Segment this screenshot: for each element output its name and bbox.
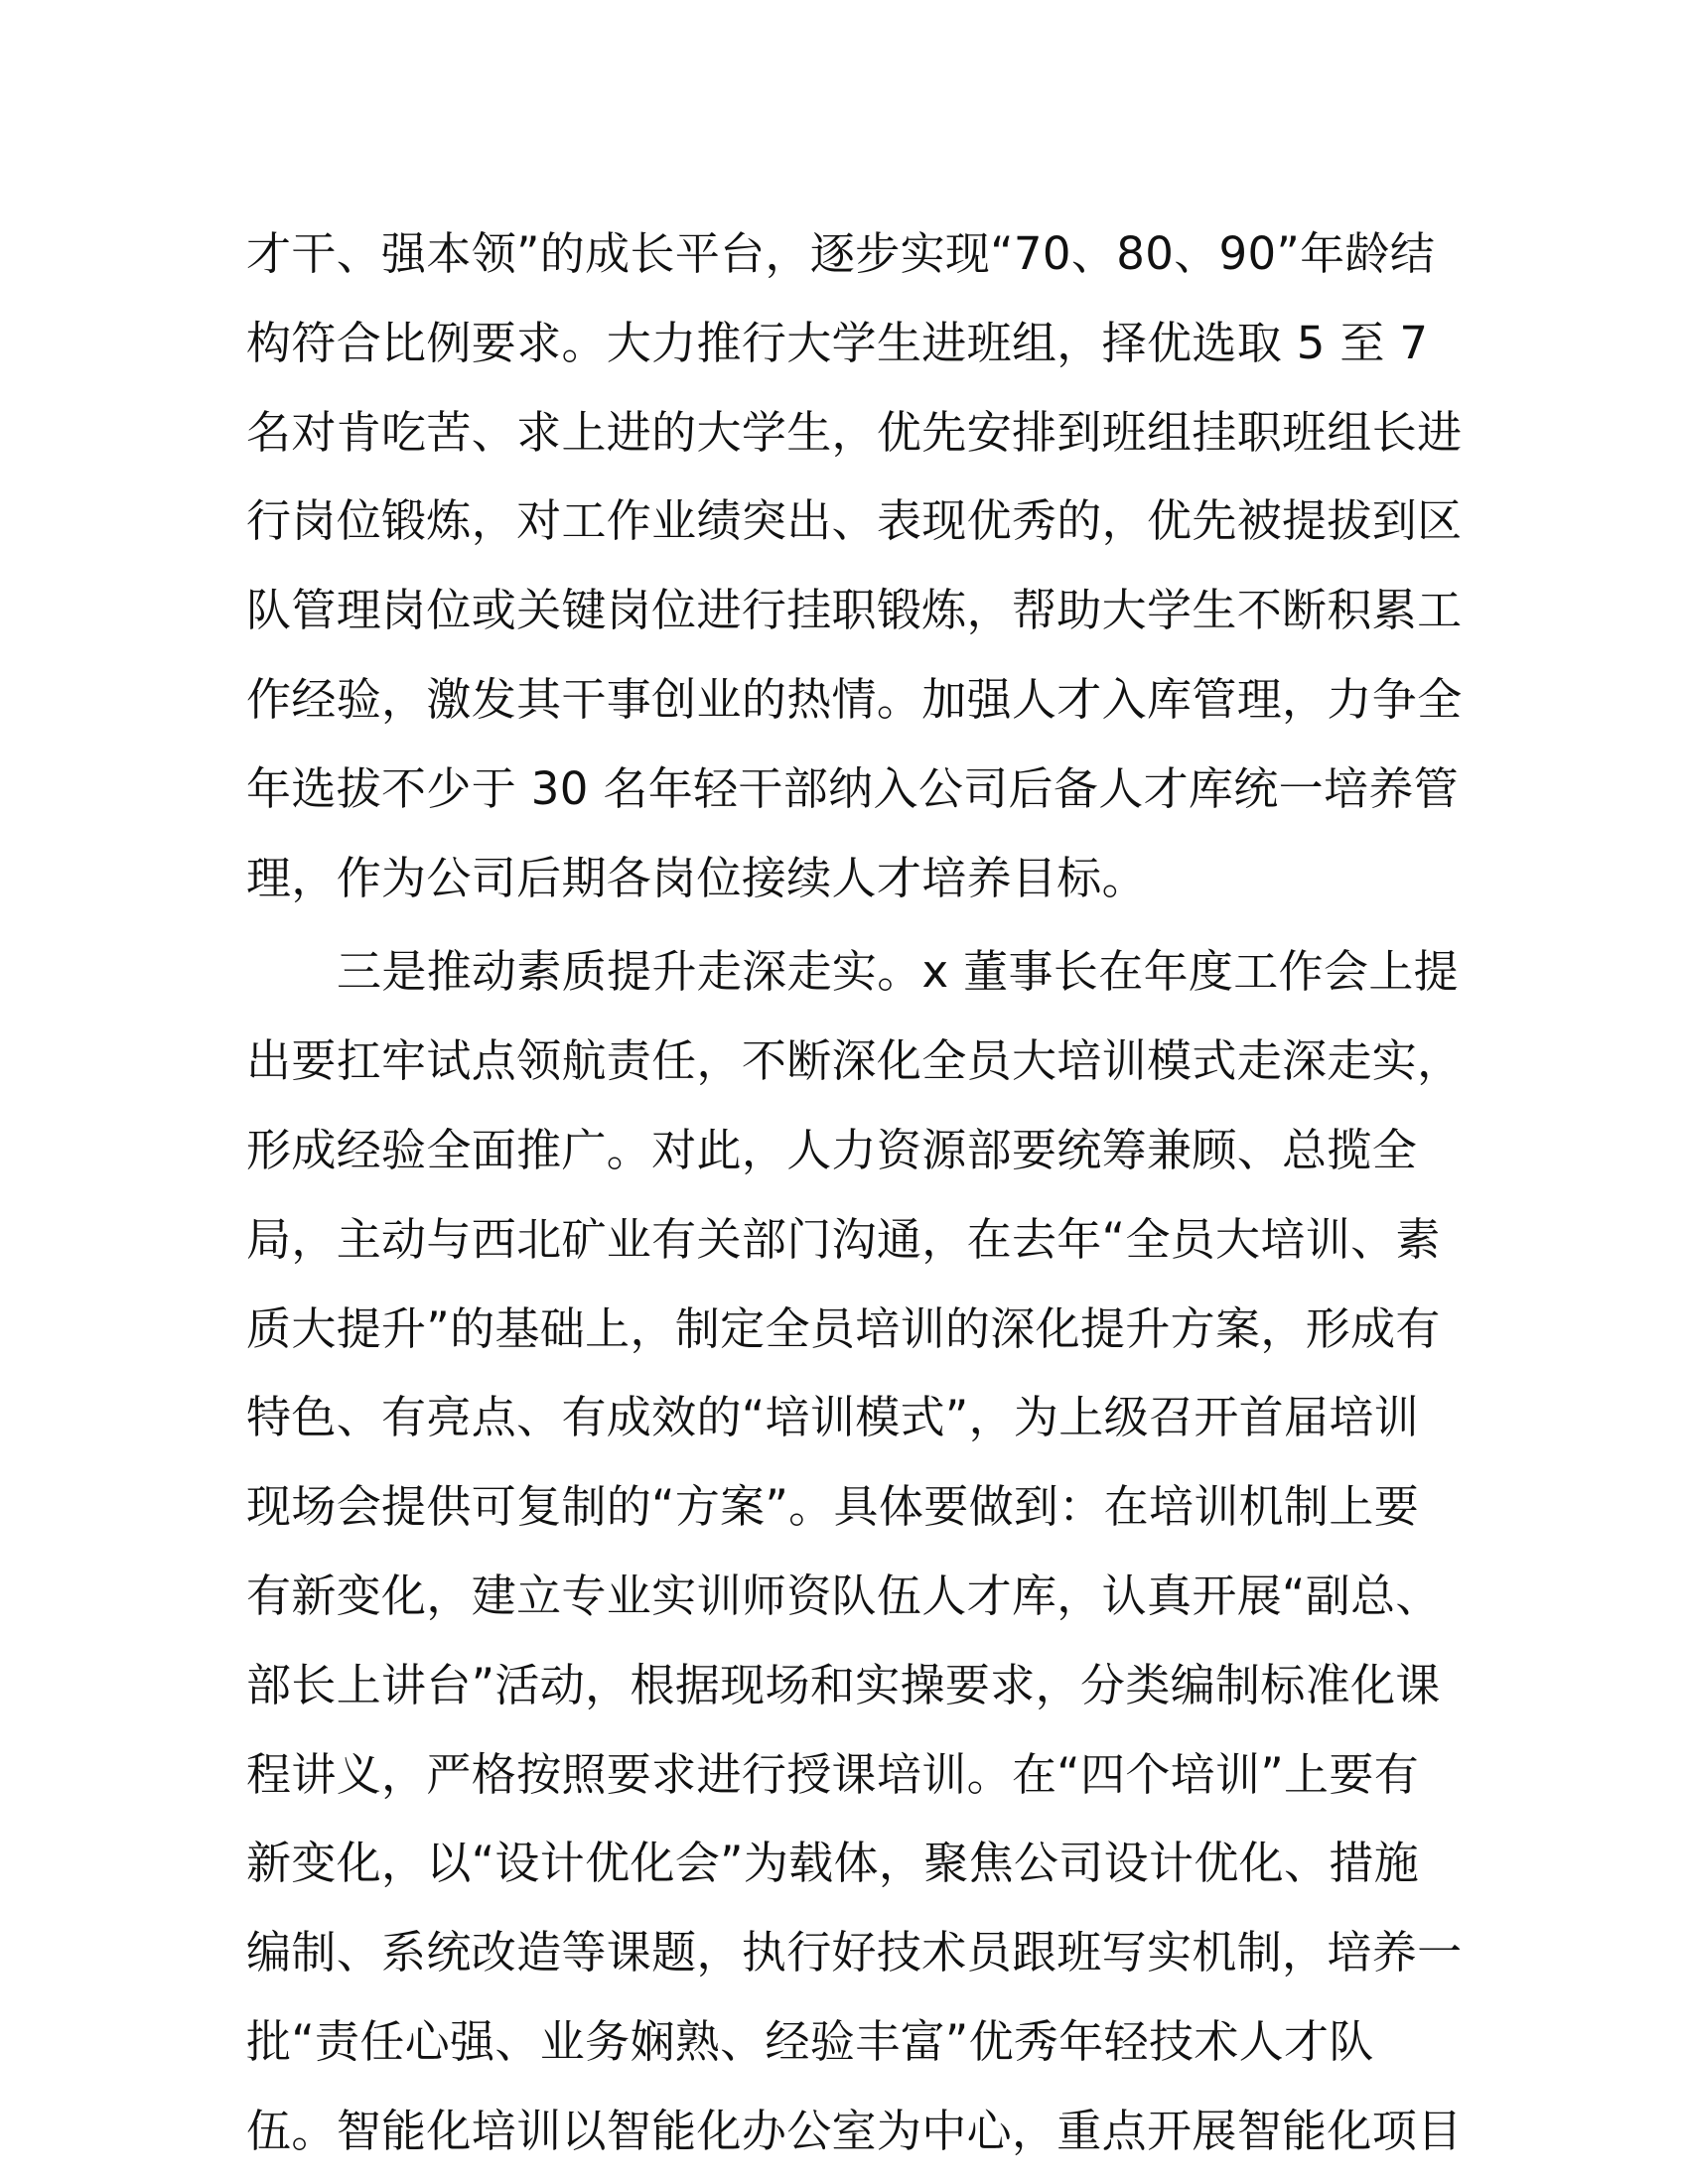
paragraph-1 — [246, 209, 1463, 922]
paragraph-line: 现场会提供可复制的“方案”。具体要做到：在培训机制上要 — [246, 1480, 1420, 1534]
paragraph-line: 理，作为公司后期各岗位接续人才培养目标。 — [246, 851, 1148, 904]
paragraph-line: 编制、系统改造等课题，执行好技术员跟班写实机制，培养一 — [246, 1926, 1463, 1979]
paragraph-line: 特色、有亮点、有成效的“培训模式”，为上级召开首届培训 — [246, 1391, 1420, 1444]
paragraph-line: 批“责任心强、业务娴熟、经验丰富”优秀年轻技术人才队 — [246, 2014, 1374, 2068]
paragraph-line: 局，主动与西北矿业有关部门沟通，在去年“全员大培训、素 — [246, 1212, 1441, 1266]
paragraph-line: 作经验，激发其干事创业的热情。加强人才入库管理，力争全 — [246, 672, 1463, 726]
paragraph-line: 队管理岗位或关键岗位进行挂职锻炼，帮助大学生不断积累工 — [246, 584, 1463, 637]
paragraph-line: 出要扛牢试点领航责任，不断深化全员大培训模式走深走实， — [246, 1034, 1463, 1088]
paragraph-line: 新变化，以“设计优化会”为载体，聚焦公司设计优化、措施 — [246, 1837, 1420, 1890]
paragraph-2 — [246, 927, 1463, 2175]
paragraph-line: 有新变化，建立专业实训师资队伍人才库，认真开展“副总、 — [246, 1569, 1441, 1622]
paragraph-line: 才干、强本领”的成长平台，逐步实现“70、80、90”年龄结 — [246, 227, 1436, 280]
paragraph-line: 构符合比例要求。大力推行大学生进班组，择优选取 5 至 7 — [246, 316, 1429, 369]
paragraph-line: 质大提升”的基础上，制定全员培训的深化提升方案，形成有 — [246, 1301, 1441, 1355]
paragraph-line: 名对肯吃苦、求上进的大学生，优先安排到班组挂职班组长进 — [246, 405, 1463, 459]
paragraph-line: 程讲义，严格按照要求进行授课培训。在“四个培训”上要有 — [246, 1747, 1420, 1801]
paragraph-line: 形成经验全面推广。对此，人力资源部要统筹兼顾、总揽全 — [246, 1123, 1418, 1176]
paragraph-line: 伍。智能化培训以智能化办公室为中心，重点开展智能化项目 — [246, 2104, 1463, 2157]
paragraph-line: 部长上讲台”活动，根据现场和实操要求，分类编制标准化课 — [246, 1658, 1441, 1711]
paragraph-line: 年选拔不少于 30 名年轻干部纳入公司后备人才库统一培养管 — [246, 761, 1460, 815]
paragraph-line: 三是推动素质提升走深走实。x 董事长在年度工作会上提 — [337, 945, 1460, 999]
document-body — [246, 209, 1463, 2176]
paragraph-line: 行岗位锻炼，对工作业绩突出、表现优秀的，优先被提拔到区 — [246, 494, 1463, 548]
